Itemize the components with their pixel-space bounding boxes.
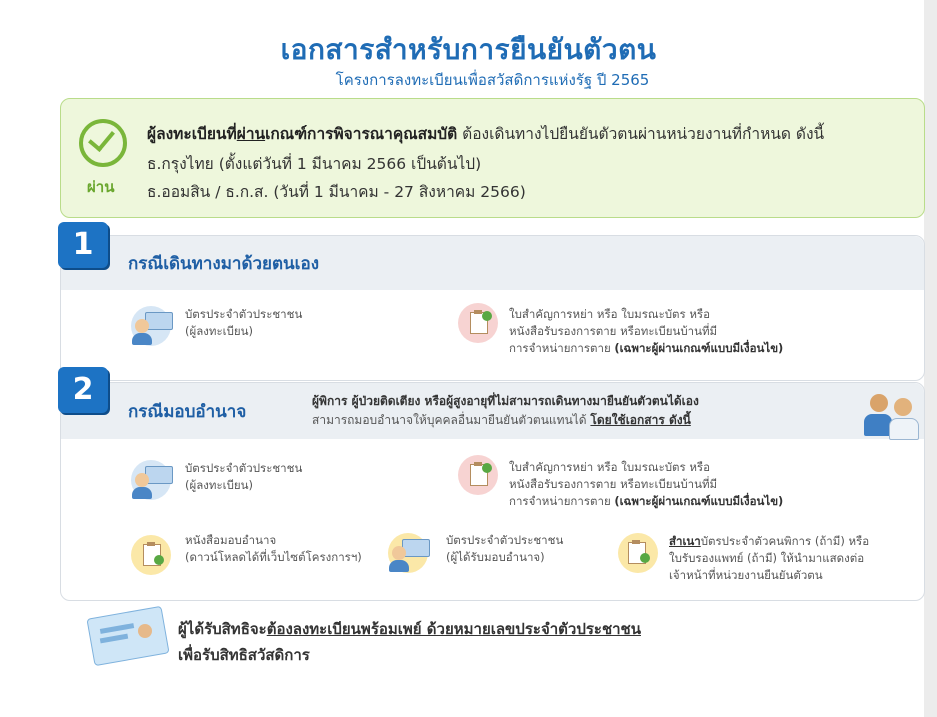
case1-title: กรณีเดินทางมาด้วยตนเอง <box>128 254 320 274</box>
id-card-person-icon <box>131 306 171 346</box>
two-people-icon <box>862 392 922 440</box>
promptpay-id-card-icon <box>86 604 172 668</box>
certificate-document-icon <box>458 455 498 495</box>
disability-card-document-icon <box>618 533 658 573</box>
pass-line-2: ธ.กรุงไทย (ตั้งแต่วันที่ 1 มีนาคม 2566 เป็นต้นไป) <box>147 155 482 173</box>
pass-criteria-box <box>60 98 925 218</box>
case2-item3-text: หนังสือมอบอำนาจ (ดาวน์โหลดได้ที่เว็บไซต์โครงการฯ) <box>185 533 362 564</box>
certificate-document-icon <box>458 303 498 343</box>
pass-line-3: ธ.ออมสิน / ธ.ก.ส. (วันที่ 1 มีนาคม - 27 สิงหาคม 2566) <box>147 183 526 201</box>
case2-item2-text: ใบสำคัญการหย่า หรือ ใบมรณะบัตร หรือ หนังสือรับรองการตาย หรือทะเบียนบ้านที่มี การจำหน่ายการตาย (เฉพาะผู้ผ่านเกณฑ์แบบมีเงื่อนไข) <box>509 460 784 508</box>
case2-title: กรณีมอบอำนาจ <box>128 402 247 422</box>
case2-item1-text: บัตรประจำตัวประชาชน (ผู้ลงทะเบียน) <box>185 461 303 492</box>
power-of-attorney-document-icon <box>131 535 171 575</box>
case2-item5-text: สำเนาบัตรประจำตัวคนพิการ (ถ้ามี) หรือ ใบรับรองแพทย์ (ถ้ามี) ให้นำมาแสดงต่อ เจ้าหน้าที่หน่วยงานยืนยันตัวตน <box>669 534 870 582</box>
page-subtitle: โครงการลงทะเบียนเพื่อสวัสดิการแห่งรัฐ ปี 2565 <box>335 71 650 89</box>
case1-number: 1 <box>58 222 108 268</box>
pass-badge-label: ผ่าน <box>87 178 115 196</box>
id-card-person-icon <box>388 533 428 573</box>
check-circle-icon <box>79 119 127 167</box>
footer-line-1: ผู้ได้รับสิทธิจะต้องลงทะเบียนพร้อมเพย์ ด้วยหมายเลขประจำตัวประชาชน <box>178 620 641 638</box>
case1-item2-text: ใบสำคัญการหย่า หรือ ใบมรณะบัตร หรือ หนังสือรับรองการตาย หรือทะเบียนบ้านที่มี การจำหน่ายการตาย (เฉพาะผู้ผ่านเกณฑ์แบบมีเงื่อนไข) <box>509 307 784 355</box>
case2-description: ผู้พิการ ผู้ป่วยติดเตียง หรือผู้สูงอายุที่ไม่สามารถเดินทางมายืนยันตัวตนได้เอง สามารถมอบอำนาจให้บุคคลอื่นมายืนยันตัวตนแทนได้ โดยใช้เอกสาร ดังนี้ <box>312 394 699 427</box>
case2-item4-text: บัตรประจำตัวประชาชน (ผู้ได้รับมอบอำนาจ) <box>446 533 564 564</box>
pass-line-1: ผู้ลงทะเบียนที่ผ่านเกณฑ์การพิจารณาคุณสมบัติ ต้องเดินทางไปยืนยันตัวตนผ่านหน่วยงานที่กำหนด ดังนี้ <box>147 125 825 143</box>
page-title: เอกสารสำหรับการยืนยันตัวตน <box>280 33 657 66</box>
case1-item1-text: บัตรประจำตัวประชาชน (ผู้ลงทะเบียน) <box>185 307 303 338</box>
right-edge-strip <box>924 0 937 717</box>
id-card-person-icon <box>131 460 171 500</box>
case2-number: 2 <box>58 367 108 413</box>
footer-line-2: เพื่อรับสิทธิสวัสดิการ <box>178 646 310 664</box>
